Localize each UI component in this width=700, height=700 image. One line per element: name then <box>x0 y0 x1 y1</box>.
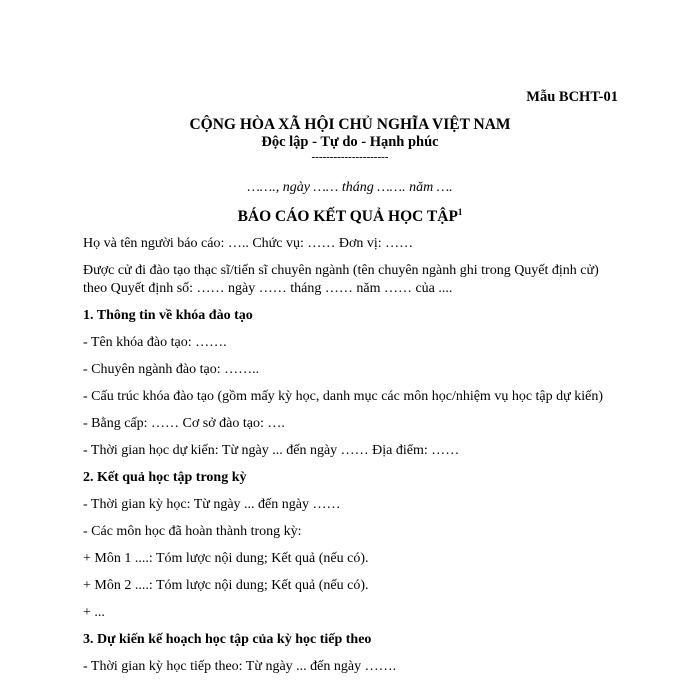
course-1-line: + Môn 1 ....: Tóm lược nội dung; Kết quả (nếu có). <box>83 551 369 566</box>
course-2-line: + Môn 2 ....: Tóm lược nội dung; Kết quả (nếu có). <box>83 578 369 593</box>
document-title <box>0 207 700 226</box>
completed-courses-line: - Các môn học đã hoàn thành trong kỳ: <box>83 524 302 539</box>
document-body <box>83 235 621 685</box>
form-code: Mẫu BCHT-01 <box>526 89 618 105</box>
term-period-line: - Thời gian kỳ học: Từ ngày ... đến ngày …… <box>83 497 341 512</box>
major-line: - Chuyên ngành đào tạo: …….. <box>83 362 260 377</box>
study-period-line: - Thời gian học dự kiến: Từ ngày ... đến ngày …… Địa điểm: …… <box>83 443 460 458</box>
next-term-period-line: - Thời gian kỳ học tiếp theo: Từ ngày ... đến ngày ……. <box>83 659 397 674</box>
nation-heading: CỘNG HÒA XÃ HỘI CHỦ NGHĨA VIỆT NAM <box>189 116 511 133</box>
section-3-heading: 3. Dự kiến kế hoạch học tập của kỳ học tiếp theo <box>83 632 372 647</box>
document-title-text: BÁO CÁO KẾT QUẢ HỌC TẬP <box>237 208 458 226</box>
more-courses-line: + ... <box>83 605 105 620</box>
assignment-paragraph: Được cử đi đào tạo thạc sĩ/tiến sĩ chuyên ngành (tên chuyên ngành ghi trong Quyết định cử) theo Quyết định số: …… ngày …… tháng …… năm …… của .... <box>83 263 599 296</box>
course-name-line: - Tên khóa đào tạo: ……. <box>83 335 227 350</box>
date-line: ……., ngày …… tháng ……. năm …. <box>247 180 453 195</box>
header-divider: --------------------- <box>311 151 389 163</box>
national-motto: Độc lập - Tự do - Hạnh phúc <box>261 134 439 150</box>
degree-line: - Bằng cấp: …… Cơ sở đào tạo: …. <box>83 416 285 431</box>
section-1-heading: 1. Thông tin về khóa đào tạo <box>83 308 253 323</box>
title-footnote-marker: 1 <box>457 207 463 217</box>
reporter-info-line: Họ và tên người báo cáo: ….. Chức vụ: …… Đơn vị: …… <box>83 236 414 251</box>
course-structure-line: - Cấu trúc khóa đào tạo (gồm mấy kỳ học, danh mục các môn học/nhiệm vụ học tập dự kiến) <box>83 389 603 404</box>
section-2-heading: 2. Kết quả học tập trong kỳ <box>83 470 247 485</box>
